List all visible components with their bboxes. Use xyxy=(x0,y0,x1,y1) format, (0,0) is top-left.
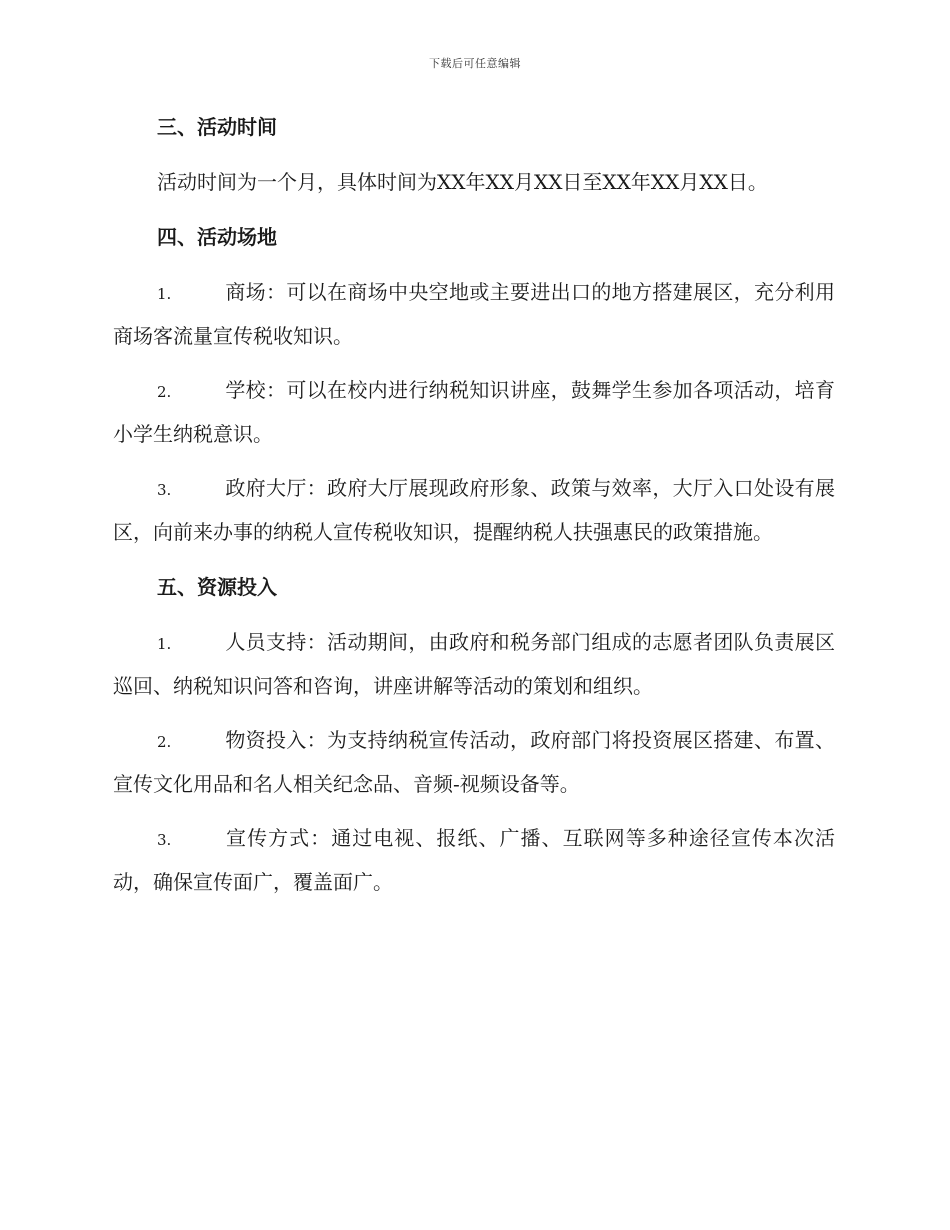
list-number: 3. xyxy=(157,481,172,499)
section-heading: 三、活动时间 xyxy=(157,115,277,139)
section-activity-venue xyxy=(113,215,835,553)
list-number: 2. xyxy=(157,383,172,401)
header-note: 下载后可任意编辑 xyxy=(429,57,521,70)
list-item xyxy=(113,369,835,455)
list-item xyxy=(113,271,835,357)
section-activity-time xyxy=(113,105,835,203)
list-number: 3. xyxy=(157,831,172,849)
list-number: 1. xyxy=(157,285,172,303)
list-item xyxy=(113,467,835,553)
list-number: 2. xyxy=(157,733,172,751)
list-text: 人员支持：活动期间，由政府和税务部门组成的志愿者团队负责展区巡回、纳税知识问答和咨询，讲座讲解等活动的策划和组织。 xyxy=(113,630,835,698)
list-item xyxy=(113,719,835,805)
section-heading: 五、资源投入 xyxy=(157,575,277,599)
paragraph: 活动时间为一个月，具体时间为XX年XX月XX日至XX年XX月XX日。 xyxy=(157,170,768,194)
section-heading: 四、活动场地 xyxy=(157,225,277,249)
list-item xyxy=(113,621,835,707)
list-text: 宣传方式：通过电视、报纸、广播、互联网等多种途径宣传本次活动，确保宣传面广，覆盖面广。 xyxy=(113,826,835,894)
list-text: 学校：可以在校内进行纳税知识讲座，鼓舞学生参加各项活动，培育小学生纳税意识。 xyxy=(113,378,835,446)
list-text: 政府大厅：政府大厅展现政府形象、政策与效率，大厅入口处设有展区，向前来办事的纳税人宣传税收知识，提醒纳税人扶强惠民的政策措施。 xyxy=(113,476,835,544)
list-number: 1. xyxy=(157,635,172,653)
list-item xyxy=(113,817,835,903)
list-text: 物资投入：为支持纳税宣传活动，政府部门将投资展区搭建、布置、宣传文化用品和名人相关纪念品、音频-视频设备等。 xyxy=(113,728,835,796)
list-text: 商场：可以在商场中央空地或主要进出口的地方搭建展区，充分利用商场客流量宣传税收知识。 xyxy=(113,280,835,348)
document-body xyxy=(113,105,835,915)
section-resource-input xyxy=(113,565,835,903)
